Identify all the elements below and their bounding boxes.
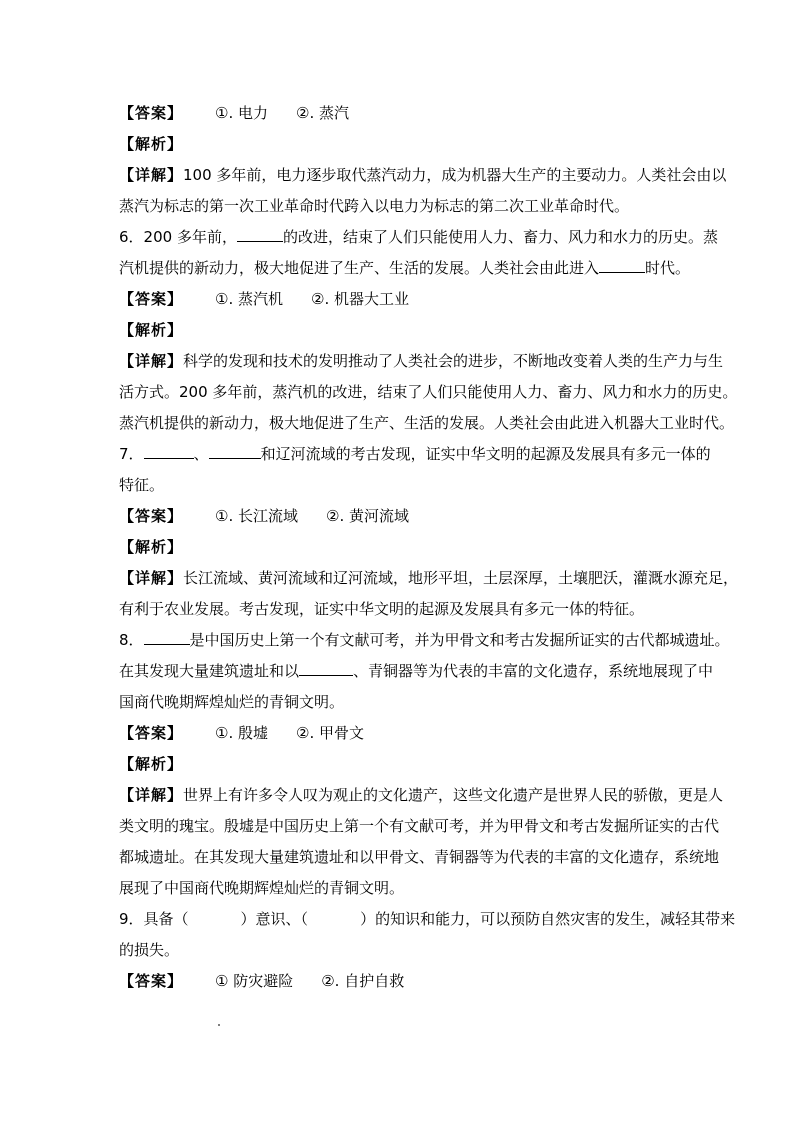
- detail-label: 【详解】: [119, 352, 184, 370]
- q6-analysis-line: [119, 315, 679, 346]
- q8-answer-2: ②. 甲骨文: [296, 724, 364, 742]
- q8-question-line-1: [119, 625, 730, 656]
- q7-question-part-d: 特征。: [119, 476, 165, 494]
- q7-blank-2: [209, 457, 261, 459]
- q8-answer-1: ①. 殷墟: [215, 724, 268, 742]
- q8-detail-text-2: 类文明的瑰宝。殷墟是中国历史上第一个有文献可考，并为甲骨文和考古发掘所证实的古代: [119, 817, 720, 835]
- q8-question-part-a: 8．: [119, 631, 144, 649]
- q6-answer-2: ②. 机器大工业: [311, 290, 409, 308]
- detail-label: 【详解】: [119, 569, 184, 587]
- q7-detail-line-1: [119, 563, 739, 594]
- q6-question-line-1: [119, 222, 718, 253]
- q8-detail-line-1: [119, 780, 724, 811]
- q6-detail-text-1: 科学的发现和技术的发明推动了人类社会的进步，不断地改变着人类的生产力与生: [183, 352, 724, 370]
- q8-question-part-b: 是中国历史上第一个有文献可考，并为甲骨文和考古发掘所证实的古代都城遗址。: [189, 631, 730, 649]
- q6-answer-line: [119, 284, 679, 315]
- q8-detail-text-1: 世界上有许多令人叹为观止的文化遗产，这些文化遗产是世界人民的骄傲，更是人: [183, 786, 724, 804]
- q6-blank-1: [237, 240, 283, 242]
- answer-label: 【答案】: [119, 104, 184, 122]
- q8-detail-line-4: [119, 873, 679, 904]
- detail-label: 【详解】: [119, 786, 184, 804]
- detail-label: 【详解】: [119, 166, 184, 184]
- q9-question-part-c: ）的知识和能力，可以预防自然灾害的发生，减轻其带来: [360, 910, 736, 928]
- q7-detail-line-2: [119, 594, 679, 625]
- analysis-label: 【解析】: [119, 321, 184, 339]
- q7-answer-line: [119, 501, 679, 532]
- stray-dot-mark: [218, 1024, 220, 1026]
- q6-detail-line-2: [119, 377, 738, 408]
- q9-question-part-d: 的损失。: [119, 941, 180, 959]
- q7-answer-1: ①. 长江流域: [215, 507, 298, 525]
- answer-label: 【答案】: [119, 972, 184, 990]
- q8-detail-text-3: 都城遗址。在其发现大量建筑遗址和以甲骨文、青铜器等为代表的丰富的文化遗存，系统地: [119, 848, 720, 866]
- q7-question-line-2: [119, 470, 679, 501]
- q5-answer-2: ②. 蒸汽: [296, 104, 349, 122]
- analysis-label: 【解析】: [119, 755, 184, 773]
- q7-detail-text-2: 有利于农业发展。考古发现，证实中华文明的起源及发展具有多元一体的特征。: [119, 600, 645, 618]
- q8-detail-line-2: [119, 811, 720, 842]
- q9-question-line-2: [119, 935, 679, 966]
- q6-detail-text-3: 蒸汽机提供的新动力，极大地促进了生产、生活的发展。人类社会由此进入机器大工业时代。: [119, 414, 735, 432]
- analysis-label: 【解析】: [119, 135, 184, 153]
- q6-answer-1: ①. 蒸汽机: [215, 290, 283, 308]
- answer-label: 【答案】: [119, 290, 184, 308]
- q5-detail-text-1: 100 多年前，电力逐步取代蒸汽动力，成为机器大生产的主要动力。人类社会由以: [183, 166, 727, 184]
- q7-analysis-line: [119, 532, 679, 563]
- q7-question-part-a: 7．: [119, 445, 144, 463]
- q5-answer-1: ①. 电力: [215, 104, 268, 122]
- q7-detail-text-1: 长江流域、黄河流域和辽河流域，地形平坦，土层深厚，土壤肥沃，灌溉水源充足，: [183, 569, 739, 587]
- q8-question-line-2: [119, 656, 714, 687]
- q5-answer-line: [119, 98, 679, 129]
- q5-detail-line-2: [119, 191, 679, 222]
- q6-detail-line-1: [119, 346, 724, 377]
- q8-answer-line: [119, 718, 679, 749]
- q6-detail-text-2: 活方式。200 多年前，蒸汽机的改进，结束了人们只能使用人力、畜力、风力和水力的历史。: [119, 383, 738, 401]
- q8-analysis-line: [119, 749, 679, 780]
- q8-detail-line-3: [119, 842, 720, 873]
- q5-detail-text-2: 蒸汽为标志的第一次工业革命时代跨入以电力为标志的第二次工业革命时代。: [119, 197, 630, 215]
- q8-blank-2: [299, 674, 353, 676]
- q8-question-part-e: 国商代晚期辉煌灿烂的青铜文明。: [119, 693, 345, 711]
- q9-question-part-a: 9．具备（: [119, 910, 189, 928]
- q9-question-part-b: ）意识、（: [240, 910, 309, 928]
- q8-question-line-3: [119, 687, 679, 718]
- q7-blank-1: [144, 457, 194, 459]
- q6-question-part-c: 汽机提供的新动力，极大地促进了生产、生活的发展。人类社会由此进入: [119, 259, 600, 277]
- answer-label: 【答案】: [119, 724, 184, 742]
- q6-blank-2: [599, 271, 645, 273]
- q8-question-part-c: 在其发现大量建筑遗址和以: [119, 662, 300, 680]
- q9-answer-1: ① 防灾避险: [215, 972, 294, 990]
- q8-detail-text-4: 展现了中国商代晚期辉煌灿烂的青铜文明。: [119, 879, 405, 897]
- q7-question-line-1: [119, 439, 711, 470]
- analysis-label: 【解析】: [119, 538, 184, 556]
- q7-question-part-c: 和辽河流域的考古发现，证实中华文明的起源及发展具有多元一体的: [260, 445, 711, 463]
- q7-answer-2: ②. 黄河流域: [326, 507, 409, 525]
- q5-analysis-line: [119, 129, 679, 160]
- q9-answer-2: ②. 自护自救: [321, 972, 405, 990]
- q8-blank-1: [144, 643, 190, 645]
- answer-label: 【答案】: [119, 507, 184, 525]
- q5-detail-line-1: [119, 160, 727, 191]
- q6-question-line-2: [119, 253, 691, 284]
- q8-question-part-d: 、青铜器等为代表的丰富的文化遗存，系统地展现了中: [353, 662, 714, 680]
- q7-question-part-b: 、: [193, 445, 209, 463]
- q9-answer-line: [119, 966, 679, 997]
- q9-question-line-1: [119, 904, 736, 935]
- q6-detail-line-3: [119, 408, 735, 439]
- q6-question-part-a: 6．200 多年前，: [119, 228, 237, 246]
- q6-question-part-d: 时代。: [645, 259, 691, 277]
- document-content: [119, 98, 739, 997]
- q6-question-part-b: 的改进，结束了人们只能使用人力、畜力、风力和水力的历史。蒸: [282, 228, 718, 246]
